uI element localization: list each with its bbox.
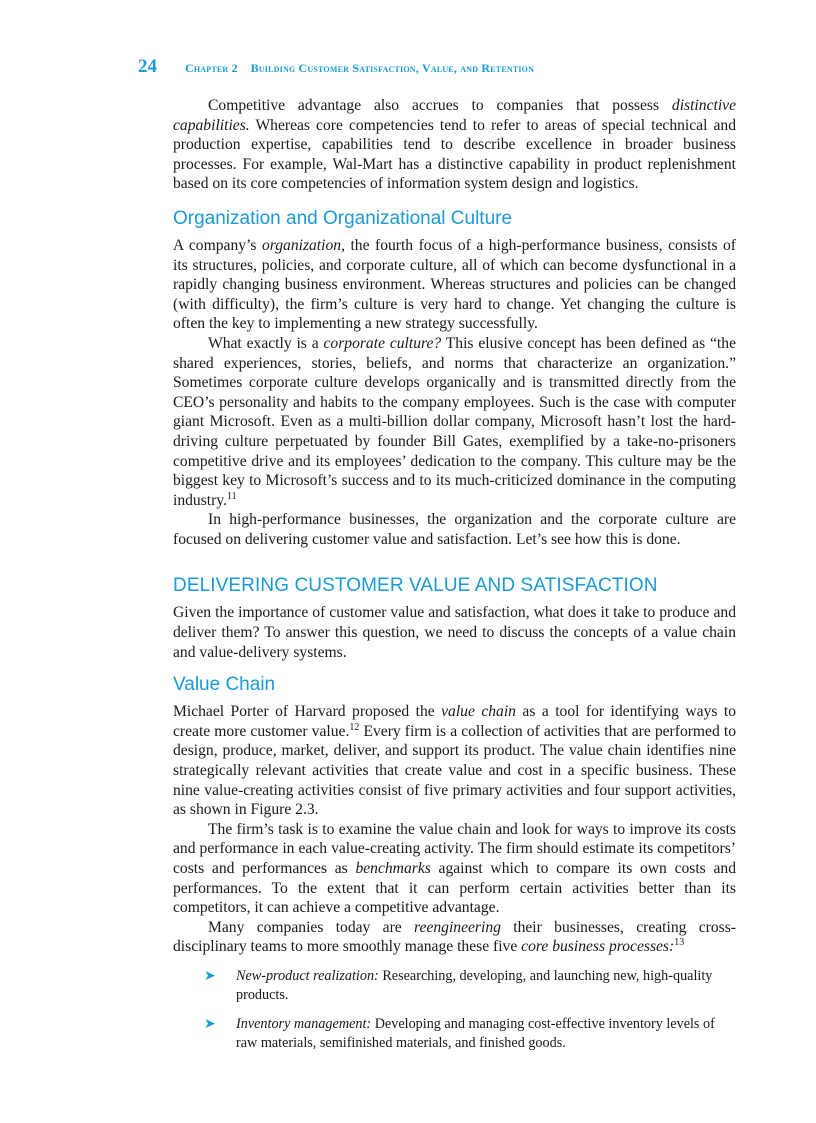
paragraph-high-performance: In high-performance businesses, the organization and the corporate culture are focused on delivering customer value and satisfaction. Let’s see how this is done. xyxy=(173,511,736,548)
bullet-term: Inventory management: xyxy=(236,1015,372,1032)
footnote-ref-12: 12 xyxy=(349,721,360,733)
paragraph-value-chain: Michael Porter of Harvard proposed the value chain as a tool for identifying ways to create more customer value.$^{12}$ Every firm is a collection of activities that are performed to design, produce, market, deliver, and support its product. The value chain identifies nine strategically relevant activities that create value and cost in a specific business. These nine value-creating activities consist of five primary activities and four support activities, as shown in Figure 2.3. xyxy=(173,703,737,819)
paragraph-delivering-intro: Given the importance of customer value and satisfaction, what does it take to produce and deliver them? To answer this question, we need to discuss the concepts of a value chain and value-delivery systems. xyxy=(173,604,736,661)
term-organization: organization, xyxy=(261,236,345,254)
footnote-ref-11: 11 xyxy=(227,490,237,502)
paragraph-corporate-culture: What exactly is a corporate culture? This elusive concept has been defined as “the shared experiences, stories, beliefs, and norms that characterize an organization.” Sometimes corporate culture develops organically and is transmitted directly from the CEO’s personality and habits to the company employees. Such is the case with computer giant Microsoft. Even as a multi-billion dollar company, Microsoft hasn’t lost the hard-driving culture perpetuated by founder Bill Gates, exemplified by a take-no-prisoners competitive drive and its employees’ dedication to the company. This culture may be the biggest key to Microsoft’s success and to its much-criticized dominance in the computing industry.$^{11}$ xyxy=(173,334,736,509)
term-benchmarks: benchmarks xyxy=(355,860,431,877)
term-distinctive-capabilities: distinctive capabilities. xyxy=(173,97,736,134)
page-header xyxy=(138,56,534,80)
core-processes-list xyxy=(173,967,736,1053)
term-corporate-culture: corporate culture? xyxy=(323,334,442,352)
page-number: 24 xyxy=(138,56,157,77)
arrow-bullet-icon: ➤ xyxy=(204,1015,216,1032)
arrow-bullet-icon: ➤ xyxy=(204,967,216,984)
bullet-text: Researching, developing, and launching new, high-quality products. xyxy=(236,967,713,1003)
term-value-chain: value chain xyxy=(441,703,516,721)
term-reengineering: reengineering xyxy=(414,918,501,936)
paragraph-distinctive-capabilities: Competitive advantage also accrues to companies that possess distinctive capabilities. Whereas core competencies tend to refer to areas of special technical and production expertise, capabilities tend to describe excellence in broader business processes. For example, Wal-Mart has a distinctive capability in product replenishment based on its core competencies of information system design and logistics. xyxy=(173,97,736,193)
heading-organization: Organization and Organizational Culture xyxy=(173,207,513,229)
bullet-text: Developing and managing cost-effective inventory levels of raw materials, semifinished materials, and finished goods. xyxy=(236,1015,715,1051)
list-item xyxy=(204,1015,716,1053)
chapter-label: Chapter 2 xyxy=(185,61,238,75)
paragraph-firms-task: The firm’s task is to examine the value chain and look for ways to improve its costs and performance in each value-creating activity. The firm should estimate its competitors’ costs and performances as benchmarks against which to compare its own costs and performances. To the extent that it can perform certain activities better than its competitors, it can achieve a competitive advantage. xyxy=(173,820,736,917)
bullet-term: New-product realization: xyxy=(236,967,379,984)
term-core-business-processes: core business processes: xyxy=(521,938,675,956)
footnote-ref-13: 13 xyxy=(674,937,685,949)
running-head xyxy=(185,61,534,76)
heading-delivering-value: DELIVERING CUSTOMER VALUE AND SATISFACTION xyxy=(173,575,658,597)
list-item xyxy=(204,967,716,1005)
heading-value-chain: Value Chain xyxy=(173,674,276,696)
chapter-title: Building Customer Satisfaction, Value, and Retention xyxy=(250,61,535,75)
paragraph-organization: A company’s organization, the fourth focus of a high-performance business, consists of its structures, policies, and corporate culture, all of which can become dysfunctional in a rapidly changing business environment. Whereas structures and policies can be changed (with difficulty), the firm’s culture is very hard to change. Yet changing the culture is often the key to implementing a new strategy successfully. xyxy=(173,236,736,333)
body-text xyxy=(173,96,736,1063)
paragraph-reengineering: Many companies today are reengineering their businesses, creating cross-disciplinary teams to more smoothly manage these five core business processes:$^{13}$ xyxy=(173,918,736,956)
